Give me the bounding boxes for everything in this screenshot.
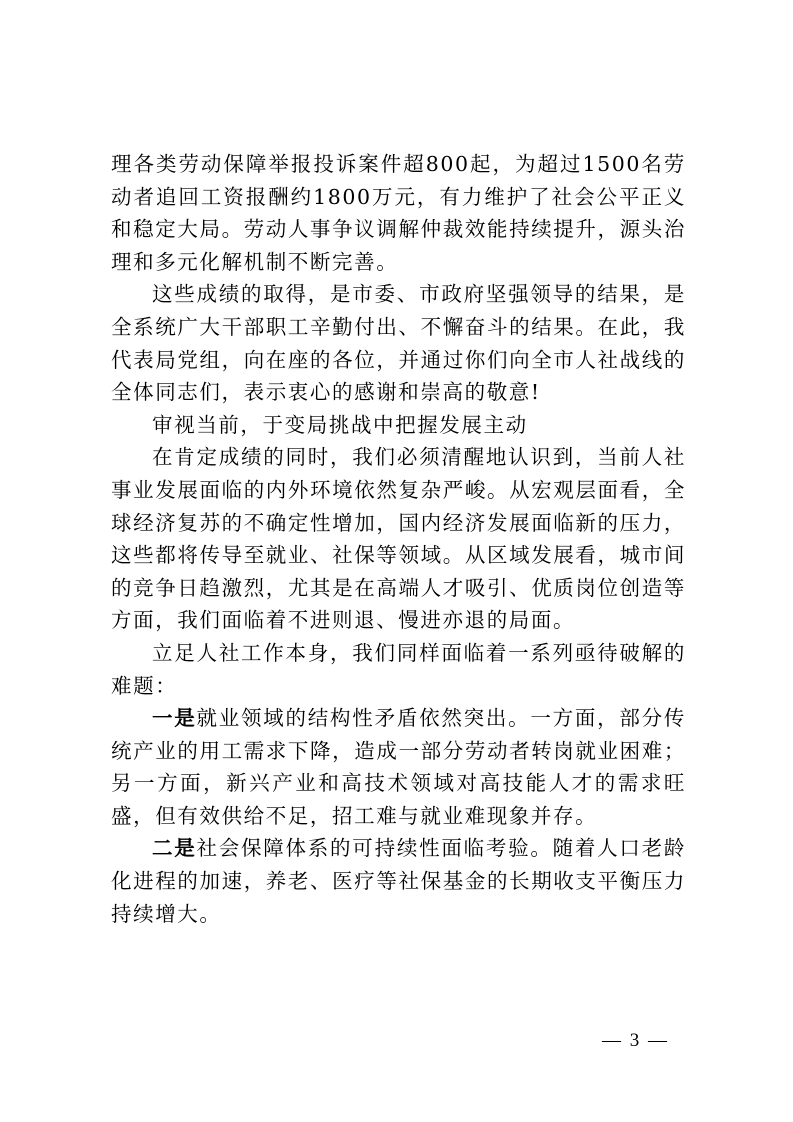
paragraph-lead: 一是: [152, 706, 197, 731]
paragraph-lead: 二是: [152, 836, 197, 861]
paragraph-text: 这些成绩的取得，是市委、市政府坚强领导的结果，是全系统广大干部职工辛勤付出、不懈奋斗的结果。在此，我代表局党组，向在座的各位，并通过你们向全市人社战线的全体同志们，表示衷心的感谢和崇高的敬意!: [111, 282, 686, 405]
paragraph-text: 在肯定成绩的同时，我们必须清醒地认识到，当前人社事业发展面临的内外环境依然复杂严峻。从宏观层面看，全球经济复苏的不确定性增加，国内经济发展面临新的压力，这些都将传导至就业、社保等领域。从区域发展看，城市间的竞争日趋激烈，尤其是在高端人才吸引、优质岗位创造等方面，我们面临着不进则退、慢进亦退的局面。: [111, 445, 686, 633]
section-heading-current-situation: [111, 409, 686, 442]
page-number: — 3 —: [602, 1030, 669, 1051]
paragraph-challenge-social-security: [111, 832, 686, 930]
paragraph-acknowledgement: [111, 278, 686, 408]
body-text: [111, 148, 686, 930]
paragraph-text: 立足人社工作本身，我们同样面临着一系列亟待破解的难题：: [111, 640, 686, 698]
paragraph-text: 理各类劳动保障举报投诉案件超800起，为超过1500名劳动者追回工资报酬约1800万元，有力维护了社会公平正义和稳定大局。劳动人事争议调解仲裁效能持续提升，源头治理和多元化解机制不断完善。: [111, 152, 686, 274]
paragraph-challenges-intro: [111, 637, 686, 702]
paragraph-challenge-employment: [111, 702, 686, 832]
section-heading-text: 审视当前，于变局挑战中把握发展主动: [152, 412, 528, 437]
paragraph-case-handling-results: [111, 148, 686, 278]
paragraph-text: 社会保障体系的可持续性面临考验。随着人口老龄化进程的加速，养老、医疗等社保基金的长期收支平衡压力持续增大。: [111, 836, 686, 926]
paragraph-environment-analysis: [111, 441, 686, 637]
paragraph-text: 就业领域的结构性矛盾依然突出。一方面，部分传统产业的用工需求下降，造成一部分劳动者转岗就业困难；另一方面，新兴产业和高技术领域对高技能人才的需求旺盛，但有效供给不足，招工难与就业难现象并存。: [111, 706, 686, 828]
